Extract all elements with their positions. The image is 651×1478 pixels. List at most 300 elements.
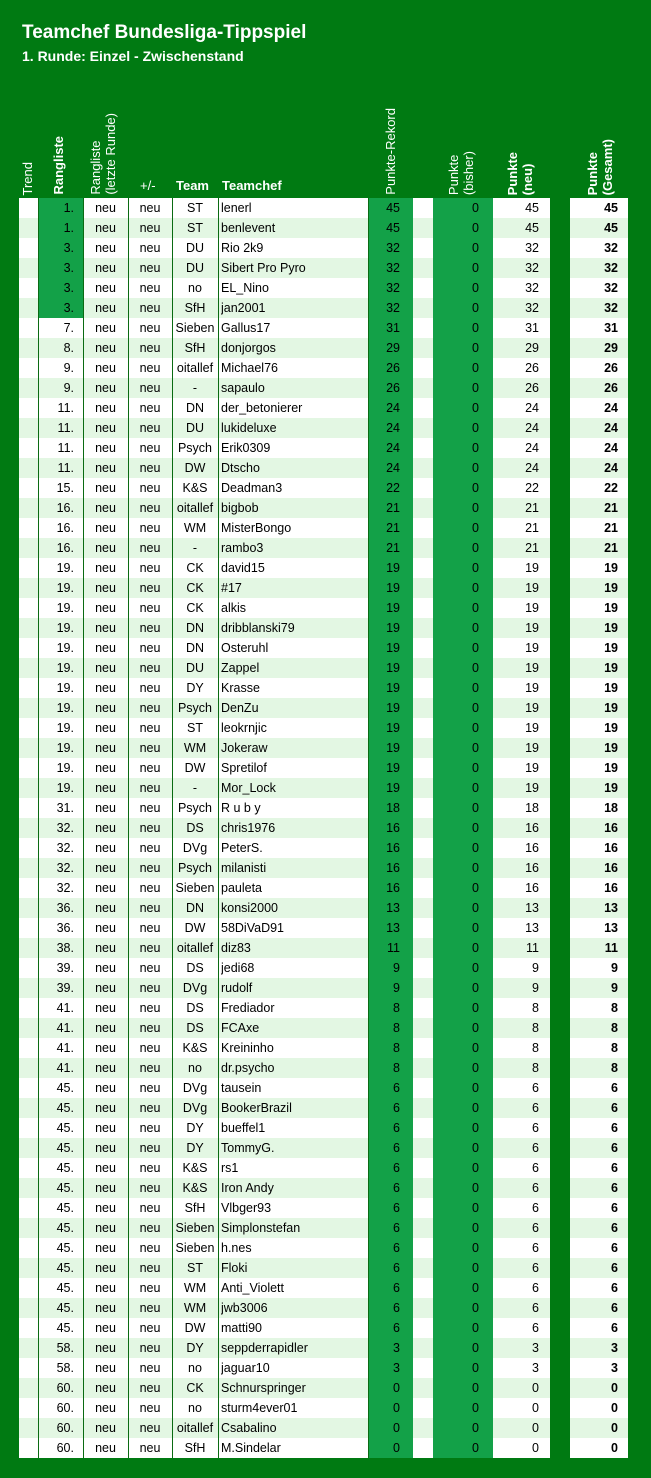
table-row (0, 278, 651, 298)
rank-cell: 45. (56, 1121, 74, 1135)
change-cell: neu (139, 461, 161, 475)
neu-cell: 19 (525, 681, 539, 695)
rank-cell: 45. (56, 1301, 74, 1315)
team-cell: ST (187, 221, 203, 235)
last-rank-cell: neu (95, 461, 116, 475)
header-punkte-bisher: Punkte (bisher) (446, 150, 476, 195)
team-cell: Sieben (175, 1221, 215, 1235)
team-cell: - (192, 541, 198, 555)
gesamt-cell: 0 (611, 1401, 618, 1415)
rank-cell: 3. (63, 261, 74, 275)
gesamt-cell: 22 (604, 481, 618, 495)
teamchef-cell: Iron Andy (221, 1181, 274, 1195)
gesamt-cell: 6 (611, 1321, 618, 1335)
gesamt-cell: 6 (611, 1101, 618, 1115)
last-rank-cell: neu (95, 1341, 116, 1355)
rekord-cell: 21 (386, 501, 400, 515)
change-cell: neu (139, 401, 161, 415)
teamchef-cell: diz83 (221, 941, 251, 955)
gesamt-cell: 19 (604, 781, 618, 795)
table-row (0, 718, 651, 738)
gesamt-cell: 9 (611, 961, 618, 975)
gesamt-cell: 19 (604, 601, 618, 615)
change-cell: neu (139, 641, 161, 655)
change-cell: neu (139, 1221, 161, 1235)
table-row (0, 938, 651, 958)
gesamt-cell: 24 (604, 441, 618, 455)
team-cell: DS (186, 961, 204, 975)
change-cell: neu (139, 721, 161, 735)
neu-cell: 19 (525, 761, 539, 775)
neu-cell: 0 (532, 1401, 539, 1415)
gesamt-cell: 6 (611, 1281, 618, 1295)
team-cell: DN (185, 621, 205, 635)
bisher-cell: 0 (472, 1201, 479, 1215)
table-row (0, 558, 651, 578)
table-row (0, 198, 651, 218)
neu-cell: 16 (525, 841, 539, 855)
team-cell: CK (186, 1381, 204, 1395)
bisher-cell: 0 (472, 581, 479, 595)
change-cell: neu (139, 301, 161, 315)
neu-cell: 3 (532, 1361, 539, 1375)
bisher-cell: 0 (472, 1361, 479, 1375)
rekord-cell: 0 (393, 1381, 400, 1395)
table-row (0, 1338, 651, 1358)
neu-cell: 8 (532, 1061, 539, 1075)
last-rank-cell: neu (95, 801, 116, 815)
change-cell: neu (139, 501, 161, 515)
header-rangliste: Rangliste (51, 136, 66, 195)
team-cell: WM (183, 521, 207, 535)
team-cell: DN (185, 401, 205, 415)
gesamt-cell: 6 (611, 1261, 618, 1275)
teamchef-cell: Jokeraw (221, 741, 268, 755)
bisher-cell: 0 (472, 281, 479, 295)
bisher-cell: 0 (472, 241, 479, 255)
rank-cell: 1. (63, 201, 74, 215)
teamchef-cell: milanisti (221, 861, 267, 875)
bisher-cell: 0 (472, 721, 479, 735)
teamchef-cell: Spretilof (221, 761, 267, 775)
team-cell: WM (183, 1281, 207, 1295)
teamchef-cell: Simplonstefan (221, 1221, 301, 1235)
gesamt-cell: 11 (604, 941, 618, 955)
table-row (0, 1258, 651, 1278)
gesamt-cell: 21 (604, 501, 618, 515)
gesamt-cell: 19 (604, 581, 618, 595)
team-cell: DVg (182, 841, 208, 855)
change-cell: neu (139, 1301, 161, 1315)
gesamt-cell: 19 (604, 741, 618, 755)
gesamt-cell: 6 (611, 1161, 618, 1175)
team-cell: DY (186, 681, 204, 695)
bisher-cell: 0 (472, 1281, 479, 1295)
bisher-cell: 0 (472, 1121, 479, 1135)
neu-cell: 6 (532, 1101, 539, 1115)
neu-cell: 19 (525, 781, 539, 795)
table-row (0, 838, 651, 858)
column-divider (172, 198, 173, 1458)
rank-cell: 32. (56, 861, 74, 875)
neu-cell: 6 (532, 1221, 539, 1235)
teamchef-cell: dr.psycho (221, 1061, 275, 1075)
last-rank-cell: neu (95, 1321, 116, 1335)
bisher-cell: 0 (472, 1381, 479, 1395)
bisher-cell: 0 (472, 841, 479, 855)
rank-cell: 45. (56, 1281, 74, 1295)
rekord-cell: 19 (386, 681, 400, 695)
neu-cell: 19 (525, 621, 539, 635)
change-cell: neu (139, 981, 161, 995)
rekord-cell: 8 (393, 1041, 400, 1055)
neu-cell: 19 (525, 701, 539, 715)
rank-cell: 19. (56, 581, 74, 595)
rank-cell: 45. (56, 1081, 74, 1095)
last-rank-cell: neu (95, 901, 116, 915)
teamchef-cell: dribblanski79 (221, 621, 295, 635)
teamchef-cell: Floki (221, 1261, 248, 1275)
last-rank-cell: neu (95, 421, 116, 435)
teamchef-cell: lenerl (221, 201, 252, 215)
gesamt-cell: 24 (604, 461, 618, 475)
table-row (0, 858, 651, 878)
rank-cell: 60. (56, 1441, 74, 1455)
rank-cell: 39. (56, 961, 74, 975)
last-rank-cell: neu (95, 701, 116, 715)
rekord-cell: 6 (393, 1201, 400, 1215)
last-rank-cell: neu (95, 441, 116, 455)
last-rank-cell: neu (95, 481, 116, 495)
gesamt-cell: 6 (611, 1201, 618, 1215)
table-row (0, 1078, 651, 1098)
rank-cell: 15. (56, 481, 74, 495)
neu-cell: 19 (525, 661, 539, 675)
table-row (0, 238, 651, 258)
team-cell: oitallef (176, 941, 214, 955)
gesamt-cell: 0 (611, 1421, 618, 1435)
last-rank-cell: neu (95, 641, 116, 655)
teamchef-cell: sturm4ever01 (221, 1401, 298, 1415)
team-cell: no (188, 1061, 202, 1075)
table-row (0, 958, 651, 978)
last-rank-cell: neu (95, 781, 116, 795)
change-cell: neu (139, 441, 161, 455)
bisher-cell: 0 (472, 1401, 479, 1415)
teamchef-cell: konsi2000 (221, 901, 278, 915)
team-cell: K&S (182, 1041, 208, 1055)
table-row (0, 1218, 651, 1238)
neu-cell: 21 (525, 501, 539, 515)
table-row (0, 1378, 651, 1398)
last-rank-cell: neu (95, 1021, 116, 1035)
neu-cell: 32 (525, 241, 539, 255)
teamchef-cell: jwb3006 (221, 1301, 268, 1315)
bisher-cell: 0 (472, 321, 479, 335)
rekord-cell: 19 (386, 661, 400, 675)
table-row (0, 1278, 651, 1298)
gesamt-cell: 24 (604, 401, 618, 415)
rank-cell: 41. (56, 1041, 74, 1055)
rank-cell: 19. (56, 681, 74, 695)
teamchef-cell: david15 (221, 561, 265, 575)
bisher-cell: 0 (472, 1341, 479, 1355)
rank-cell: 19. (56, 781, 74, 795)
bisher-cell: 0 (472, 421, 479, 435)
gesamt-cell: 18 (604, 801, 618, 815)
neu-cell: 32 (525, 261, 539, 275)
table-row (0, 258, 651, 278)
table-row (0, 798, 651, 818)
rekord-cell: 19 (386, 601, 400, 615)
table-row (0, 1238, 651, 1258)
table-row (0, 318, 651, 338)
bisher-cell: 0 (472, 521, 479, 535)
last-rank-cell: neu (95, 261, 116, 275)
column-divider (83, 198, 84, 1458)
rank-cell: 19. (56, 641, 74, 655)
rank-cell: 32. (56, 841, 74, 855)
team-cell: oitallef (176, 1421, 214, 1435)
rekord-cell: 19 (386, 621, 400, 635)
rank-cell: 45. (56, 1141, 74, 1155)
change-cell: neu (139, 901, 161, 915)
table-row (0, 778, 651, 798)
last-rank-cell: neu (95, 1161, 116, 1175)
team-cell: DN (185, 901, 205, 915)
last-rank-cell: neu (95, 1261, 116, 1275)
teamchef-cell: der_betonierer (221, 401, 303, 415)
page-subtitle: 1. Runde: Einzel - Zwischenstand (22, 48, 244, 64)
table-row (0, 758, 651, 778)
teamchef-cell: BookerBrazil (221, 1101, 292, 1115)
neu-cell: 19 (525, 581, 539, 595)
table-row (0, 1058, 651, 1078)
gesamt-cell: 6 (611, 1301, 618, 1315)
team-cell: - (192, 781, 198, 795)
table-row (0, 338, 651, 358)
rekord-cell: 24 (386, 441, 400, 455)
table-row (0, 498, 651, 518)
gesamt-cell: 32 (604, 301, 618, 315)
last-rank-cell: neu (95, 821, 116, 835)
table-row (0, 1298, 651, 1318)
teamchef-cell: Csabalino (221, 1421, 277, 1435)
team-cell: Psych (177, 441, 213, 455)
neu-cell: 0 (532, 1441, 539, 1455)
team-cell: CK (186, 601, 204, 615)
change-cell: neu (139, 921, 161, 935)
team-cell: Sieben (175, 881, 215, 895)
table-row (0, 738, 651, 758)
table-row (0, 878, 651, 898)
teamchef-cell: bigbob (221, 501, 259, 515)
change-cell: neu (139, 701, 161, 715)
last-rank-cell: neu (95, 301, 116, 315)
teamchef-cell: #17 (221, 581, 242, 595)
rekord-cell: 45 (386, 201, 400, 215)
gesamt-cell: 16 (604, 881, 618, 895)
rekord-cell: 8 (393, 1021, 400, 1035)
rank-cell: 19. (56, 721, 74, 735)
teamchef-cell: Krasse (221, 681, 260, 695)
gesamt-cell: 26 (604, 381, 618, 395)
column-divider (368, 198, 369, 1458)
change-cell: neu (139, 581, 161, 595)
team-cell: CK (186, 581, 204, 595)
rank-cell: 45. (56, 1221, 74, 1235)
last-rank-cell: neu (95, 861, 116, 875)
neu-cell: 8 (532, 1021, 539, 1035)
bisher-cell: 0 (472, 641, 479, 655)
neu-cell: 18 (525, 801, 539, 815)
last-rank-cell: neu (95, 201, 116, 215)
neu-cell: 26 (525, 381, 539, 395)
last-rank-cell: neu (95, 721, 116, 735)
rekord-cell: 8 (393, 1061, 400, 1075)
change-cell: neu (139, 1081, 161, 1095)
team-cell: ST (187, 1261, 203, 1275)
team-cell: DS (186, 821, 204, 835)
neu-cell: 21 (525, 521, 539, 535)
bisher-cell: 0 (472, 1321, 479, 1335)
gesamt-cell: 29 (604, 341, 618, 355)
neu-cell: 6 (532, 1121, 539, 1135)
teamchef-cell: PeterS. (221, 841, 263, 855)
team-cell: DW (184, 761, 206, 775)
bisher-cell: 0 (472, 681, 479, 695)
rank-cell: 9. (63, 381, 74, 395)
team-cell: Sieben (175, 321, 215, 335)
neu-cell: 6 (532, 1241, 539, 1255)
change-cell: neu (139, 881, 161, 895)
rekord-cell: 19 (386, 741, 400, 755)
rekord-cell: 16 (386, 841, 400, 855)
rank-cell: 8. (63, 341, 74, 355)
team-cell: DY (186, 1341, 204, 1355)
gesamt-cell: 16 (604, 841, 618, 855)
gesamt-cell: 16 (604, 861, 618, 875)
gesamt-cell: 32 (604, 241, 618, 255)
bisher-cell: 0 (472, 1001, 479, 1015)
bisher-cell: 0 (472, 1301, 479, 1315)
change-cell: neu (139, 361, 161, 375)
last-rank-cell: neu (95, 501, 116, 515)
bisher-cell: 0 (472, 1041, 479, 1055)
team-cell: oitallef (176, 361, 214, 375)
rekord-cell: 0 (393, 1421, 400, 1435)
bisher-cell: 0 (472, 621, 479, 635)
column-divider (128, 198, 129, 1458)
table-row (0, 1178, 651, 1198)
change-cell: neu (139, 321, 161, 335)
team-cell: K&S (182, 1161, 208, 1175)
bisher-cell: 0 (472, 201, 479, 215)
rank-cell: 19. (56, 761, 74, 775)
rekord-cell: 8 (393, 1001, 400, 1015)
gesamt-cell: 6 (611, 1181, 618, 1195)
neu-cell: 24 (525, 441, 539, 455)
neu-cell: 13 (525, 901, 539, 915)
change-cell: neu (139, 1141, 161, 1155)
team-cell: oitallef (176, 501, 214, 515)
teamchef-cell: jaguar10 (221, 1361, 270, 1375)
last-rank-cell: neu (95, 581, 116, 595)
last-rank-cell: neu (95, 401, 116, 415)
page-title: Teamchef Bundesliga-Tippspiel (22, 22, 307, 43)
neu-cell: 6 (532, 1141, 539, 1155)
teamchef-cell: Erik0309 (221, 441, 271, 455)
bisher-cell: 0 (472, 1441, 479, 1455)
neu-cell: 24 (525, 421, 539, 435)
change-cell: neu (139, 341, 161, 355)
rank-cell: 11. (57, 461, 74, 475)
bisher-cell: 0 (472, 761, 479, 775)
rekord-cell: 24 (386, 421, 400, 435)
rank-cell: 19. (56, 561, 74, 575)
team-cell: DU (185, 241, 205, 255)
change-cell: neu (139, 1441, 161, 1455)
change-cell: neu (139, 661, 161, 675)
change-cell: neu (139, 521, 161, 535)
rank-cell: 19. (56, 661, 74, 675)
last-rank-cell: neu (95, 681, 116, 695)
rekord-cell: 6 (393, 1261, 400, 1275)
rekord-cell: 0 (393, 1401, 400, 1415)
team-cell: ST (187, 201, 203, 215)
team-cell: K&S (182, 1181, 208, 1195)
neu-cell: 21 (525, 541, 539, 555)
teamchef-cell: jedi68 (221, 961, 255, 975)
change-cell: neu (139, 421, 161, 435)
rekord-cell: 19 (386, 701, 400, 715)
teamchef-cell: EL_Nino (221, 281, 269, 295)
neu-cell: 11 (526, 941, 539, 955)
teamchef-cell: 58DiVaD91 (221, 921, 285, 935)
gesamt-cell: 13 (604, 901, 618, 915)
last-rank-cell: neu (95, 1381, 116, 1395)
gesamt-cell: 32 (604, 281, 618, 295)
rank-cell: 11. (57, 401, 74, 415)
gesamt-cell: 3 (611, 1361, 618, 1375)
table-row (0, 1138, 651, 1158)
table-row (0, 1158, 651, 1178)
header-team: Team (176, 178, 209, 193)
rank-cell: 19. (56, 741, 74, 755)
gesamt-cell: 3 (611, 1341, 618, 1355)
bisher-cell: 0 (472, 1181, 479, 1195)
rank-cell: 60. (56, 1381, 74, 1395)
gesamt-cell: 16 (604, 821, 618, 835)
gesamt-cell: 24 (604, 421, 618, 435)
table-row (0, 358, 651, 378)
bisher-cell: 0 (472, 961, 479, 975)
rekord-cell: 6 (393, 1101, 400, 1115)
rank-cell: 32. (56, 881, 74, 895)
rekord-cell: 16 (386, 821, 400, 835)
rekord-cell: 6 (393, 1321, 400, 1335)
last-rank-cell: neu (95, 1281, 116, 1295)
last-rank-cell: neu (95, 761, 116, 775)
change-cell: neu (139, 481, 161, 495)
team-cell: SfH (184, 301, 206, 315)
bisher-cell: 0 (472, 781, 479, 795)
last-rank-cell: neu (95, 941, 116, 955)
team-cell: Sieben (175, 1241, 215, 1255)
table-row (0, 818, 651, 838)
rank-cell: 36. (56, 901, 74, 915)
last-rank-cell: neu (95, 981, 116, 995)
